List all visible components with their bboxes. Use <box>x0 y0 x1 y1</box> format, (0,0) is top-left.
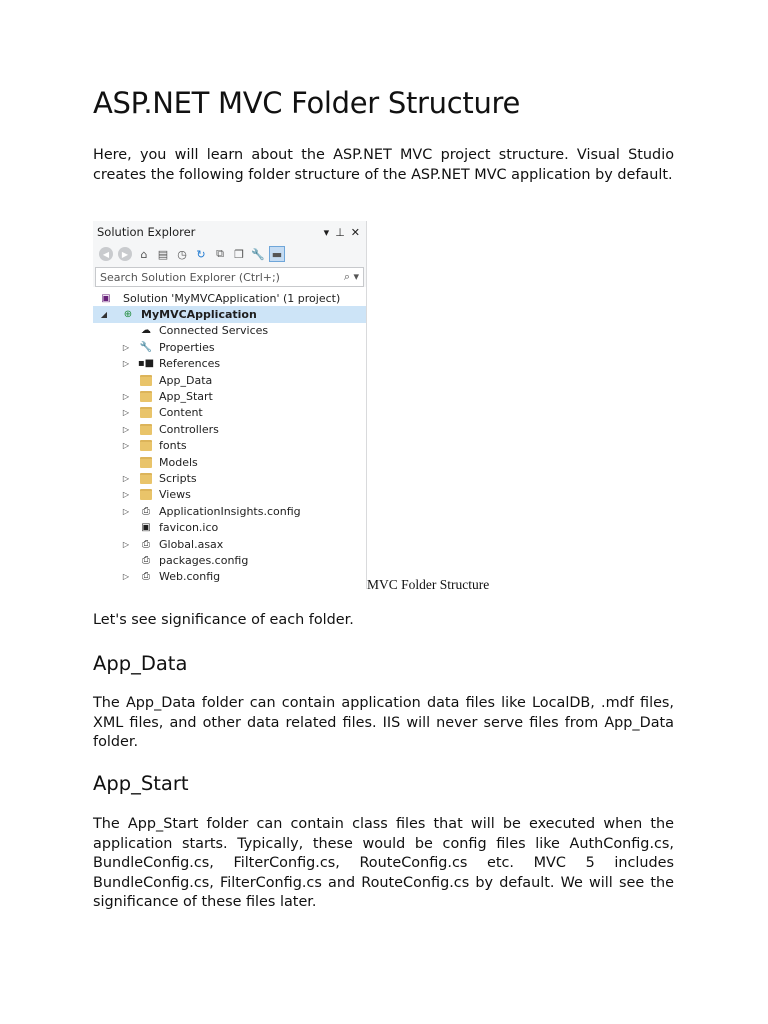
tree-row[interactable] <box>93 552 366 568</box>
expand-arrow-icon[interactable]: ▷ <box>122 408 130 418</box>
pin-icon[interactable]: ⊥ <box>335 225 345 239</box>
references-icon: ▪■ <box>137 358 155 370</box>
folder-icon <box>139 391 153 403</box>
page-title: ASP.NET MVC Folder Structure <box>93 86 521 120</box>
config-file-icon: ⎙ <box>142 554 150 566</box>
expand-arrow-icon[interactable]: ◢ <box>100 310 108 320</box>
section-heading-app-start: App_Start <box>93 772 189 795</box>
tree-row[interactable] <box>93 290 366 306</box>
tree-row[interactable] <box>93 388 366 404</box>
sync-icon[interactable]: ↻ <box>196 247 206 261</box>
tree-row[interactable] <box>93 323 366 339</box>
tree-row[interactable] <box>93 306 366 322</box>
tree-item-label: Connected Services <box>159 324 269 338</box>
forward-icon[interactable]: ▶ <box>118 247 132 261</box>
solution-icon: ▣ <box>101 292 111 304</box>
wrench-icon: 🔧 <box>139 341 153 353</box>
tree-item-label: favicon.ico <box>159 521 219 535</box>
tree-row[interactable] <box>93 438 366 454</box>
section-body-app-data: The App_Data folder can contain application data files like LocalDB, .mdf files, XML files, and other data related files. IIS will never serve files from App_Data folder. <box>93 695 674 750</box>
expand-arrow-icon[interactable]: ▷ <box>122 424 130 434</box>
figure-caption: MVC Folder Structure <box>367 577 490 592</box>
tree-item-label: Content <box>159 406 203 420</box>
expand-arrow-icon[interactable]: ▷ <box>122 490 130 500</box>
tree-item-label: ApplicationInsights.config <box>159 504 301 518</box>
web-project-icon: ⊕ <box>123 309 133 321</box>
expand-arrow-icon[interactable]: ▷ <box>122 506 130 516</box>
solution-tree <box>93 287 366 589</box>
expand-arrow-icon[interactable]: ▷ <box>122 342 130 352</box>
tree-item-label: Global.asax <box>159 537 224 551</box>
tree-item-label: References <box>159 357 221 371</box>
folder-icon <box>139 374 153 386</box>
close-icon[interactable]: ✕ <box>350 225 360 239</box>
tree-row[interactable] <box>93 569 366 585</box>
pending-changes-icon[interactable]: ◷ <box>177 247 187 261</box>
tree-row[interactable] <box>93 421 366 437</box>
tree-item-label: Web.config <box>159 570 221 584</box>
search-icon[interactable]: ⌕ ▾ <box>343 270 359 283</box>
expand-arrow-icon[interactable]: ▷ <box>122 473 130 483</box>
section-body-app-start: The App_Start folder can contain class files that will be executed when the application starts. Typically, these would be config files like AuthConfig.cs, BundleConfig.cs, FilterConfig.cs, RouteConfig.cs etc. MVC 5 includes BundleConfig.cs, FilterConfig.cs and RouteConfig.cs by default. We will see the significance of these files later. <box>93 816 674 910</box>
expand-arrow-icon[interactable]: ▷ <box>122 359 130 369</box>
tree-item-label: Scripts <box>159 471 197 485</box>
folder-icon <box>139 407 153 419</box>
tree-row[interactable] <box>93 372 366 388</box>
home-icon[interactable]: ⌂ <box>140 247 148 261</box>
solution-explorer-toolbar <box>93 243 366 265</box>
preview-selected-icon[interactable]: ▬ <box>271 247 283 261</box>
show-all-files-icon[interactable]: ❐ <box>234 247 244 261</box>
tree-item-label: Controllers <box>159 422 219 436</box>
intro-paragraph: Here, you will learn about the ASP.NET MVC project structure. Visual Studio creates the following folder structure of the ASP.NET MVC application by default. <box>93 147 674 183</box>
tree-row[interactable] <box>93 470 366 486</box>
ico-file-icon: ▣ <box>141 522 151 534</box>
solution-explorer-screenshot <box>93 221 367 589</box>
tree-row[interactable] <box>93 339 366 355</box>
tree-item-label: packages.config <box>159 553 249 567</box>
tree-row[interactable] <box>93 454 366 470</box>
tree-item-label: MyMVCApplication <box>141 308 257 322</box>
tree-item-label: Views <box>159 488 191 502</box>
search-input[interactable] <box>95 267 364 287</box>
connected-services-icon: ☁ <box>141 325 151 337</box>
tree-item-label: Solution 'MyMVCApplication' (1 project) <box>123 291 341 305</box>
expand-arrow-icon[interactable]: ▷ <box>122 441 130 451</box>
tree-row[interactable] <box>93 356 366 372</box>
config-file-icon: ⎙ <box>142 505 150 517</box>
expand-arrow-icon[interactable]: ▷ <box>122 539 130 549</box>
switch-views-icon[interactable]: ▤ <box>157 247 169 261</box>
config-file-icon: ⎙ <box>142 571 150 583</box>
asax-file-icon: ⎙ <box>142 538 150 550</box>
dropdown-icon[interactable]: ▾ <box>323 225 330 239</box>
solution-explorer-titlebar <box>93 221 366 243</box>
solution-explorer-title: Solution Explorer <box>97 225 196 239</box>
expand-arrow-icon[interactable]: ▷ <box>122 392 130 402</box>
tree-row[interactable] <box>93 405 366 421</box>
tree-row[interactable] <box>93 503 366 519</box>
tree-item-label: Models <box>159 455 198 469</box>
significance-paragraph: Let's see significance of each folder. <box>93 612 354 628</box>
folder-icon <box>139 440 153 452</box>
tree-row[interactable] <box>93 487 366 503</box>
tree-row[interactable] <box>93 519 366 535</box>
search-placeholder: Search Solution Explorer (Ctrl+;) <box>100 270 280 284</box>
tree-item-label: fonts <box>159 439 187 453</box>
tree-row[interactable] <box>93 536 366 552</box>
folder-icon <box>139 423 153 435</box>
folder-icon <box>139 489 153 501</box>
expand-arrow-icon[interactable]: ▷ <box>122 572 130 582</box>
section-heading-app-data: App_Data <box>93 652 188 675</box>
properties-wrench-icon[interactable]: 🔧 <box>251 247 265 261</box>
tree-item-label: App_Start <box>159 390 213 404</box>
tree-item-label: App_Data <box>159 373 213 387</box>
collapse-all-icon[interactable]: ⧉ <box>216 247 224 260</box>
folder-icon <box>139 456 153 468</box>
tree-item-label: Properties <box>159 340 215 354</box>
back-icon[interactable]: ◀ <box>99 247 113 261</box>
folder-icon <box>139 472 153 484</box>
